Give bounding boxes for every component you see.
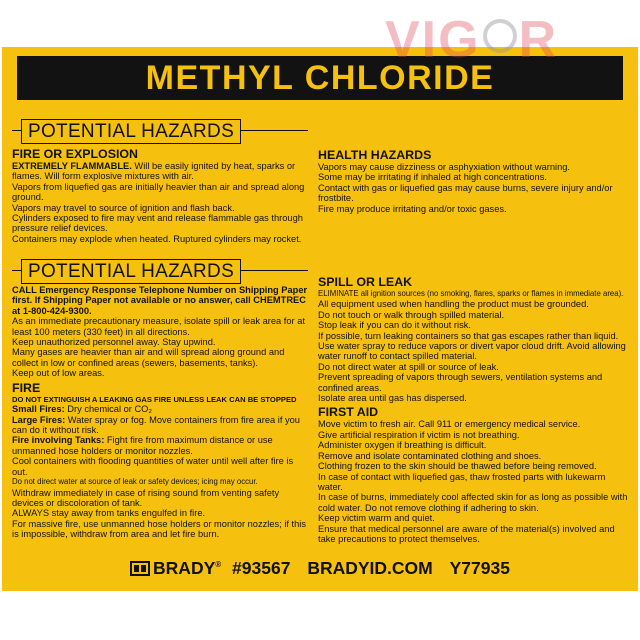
first-aid-line: Remove and isolate contaminated clothing and shoes.	[318, 450, 542, 461]
emergency-call-text: CALL Emergency Response Telephone Number on Shipping Paper first. If Shipping Paper not available or no answer, call CHEMTREC at 1-800-424-9300.	[12, 285, 308, 316]
fire-heading: FIRE	[12, 380, 41, 395]
chip-icon	[483, 19, 517, 53]
emergency-line: Many gases are heavier than air and will spread along ground and collect in low or confined areas (sewers, basements, tanks).	[12, 347, 285, 368]
potential-hazards-header-2	[12, 259, 308, 285]
health-line: Contact with gas or liquefied gas may cause burns, severe injury and/or frostbite.	[318, 182, 613, 204]
hazards-left-column	[12, 119, 308, 244]
potential-hazards-header-1	[12, 119, 308, 145]
vigor-watermark: VIG R	[385, 11, 559, 69]
emergency-line: Keep out of low areas.	[12, 368, 105, 379]
spill-heading: SPILL OR LEAK	[318, 275, 413, 289]
small-fires: Small Fires: Dry chemical or CO₂	[12, 404, 153, 415]
tank-fires: Fire involving Tanks: Fight fire from maximum distance or use unmanned hose holders or monitor nozzles.	[12, 435, 273, 456]
emergency-line: As an immediate precautionary measure, isolate spill or leak area for at least 100 meters (330 feet) in all directions.	[12, 316, 305, 337]
fire-line: Cool containers with flooding quantities of water until well after fire is out.	[12, 456, 294, 477]
spill-line: Prevent spreading of vapors through sewers, ventilation systems and confined areas.	[318, 372, 603, 393]
flammable-statement: EXTREMELY FLAMMABLE. Will be easily ignited by heat, sparks or flames. Will form explosive mixtures with air.	[12, 161, 296, 182]
part-number: #93567	[232, 557, 291, 578]
hazard-line: Containers may explode when heated. Ruptured cylinders may rocket.	[12, 233, 302, 244]
spill-firstaid-column	[318, 273, 628, 544]
spill-line: All equipment used when handling the product must be grounded.	[318, 299, 589, 310]
first-aid-line: Move victim to fresh air. Call 911 or emergency medical service.	[318, 419, 581, 430]
hazard-line: Vapors may travel to source of ignition and flash back.	[12, 202, 235, 213]
fire-line: Withdraw immediately in case of rising sound from venting safety devices or discoloration of tank.	[12, 487, 280, 508]
first-aid-line: Give artificial respiration if victim is not breathing.	[318, 429, 520, 440]
spill-line: If possible, turn leaking containers so that gas escapes rather than liquid.	[318, 330, 619, 341]
health-line: Vapors may cause dizziness or asphyxiation without warning.	[318, 162, 571, 172]
health-line: Some may be irritating if inhaled at high concentrations.	[318, 172, 547, 183]
health-line: Fire may produce irritating and/or toxic gases.	[318, 203, 507, 214]
first-aid-line: Keep victim warm and quiet.	[318, 513, 435, 524]
hazard-line: Cylinders exposed to fire may vent and release flammable gas through pressure relief devices.	[12, 213, 303, 234]
health-hazards-heading: HEALTH HAZARDS	[318, 148, 432, 162]
label-footer	[2, 553, 638, 580]
large-fires: Large Fires: Water spray or fog. Move containers from fire area if you can do it without risk.	[12, 414, 300, 436]
brady-brand: BRADY®	[130, 558, 221, 578]
first-aid-heading: FIRST AID	[318, 405, 379, 420]
first-aid-line: Ensure that medical personnel are aware of the material(s) involved and take precautions to protect themselves.	[318, 523, 615, 544]
website: BRADYID.COM	[307, 557, 433, 578]
potential-hazards-label: POTENTIAL HAZARDS	[21, 259, 241, 284]
potential-hazards-label: POTENTIAL HAZARDS	[21, 119, 241, 144]
fire-line: ALWAYS stay away from tanks engulfed in fire.	[12, 508, 206, 519]
spill-line: Do not direct water at spill or source of leak.	[318, 361, 499, 372]
first-aid-line: In case of contact with liquefied gas, thaw frosted parts with lukewarm water.	[318, 471, 606, 492]
spill-line: Use water spray to reduce vapors or divert vapor cloud drift. Avoid allowing water runoff to contact spilled material.	[318, 341, 626, 362]
fire-line: For massive fire, use unmanned hose holders or monitor nozzles; if this is impossible, withdraw from area and let fire burn.	[12, 518, 307, 540]
spill-line: Isolate area until gas has dispersed.	[318, 393, 467, 404]
spill-line: Stop leak if you can do it without risk.	[318, 320, 471, 331]
fire-explosion-heading: FIRE OR EXPLOSION	[12, 147, 138, 161]
emergency-line: Keep unauthorized personnel away. Stay upwind.	[12, 337, 216, 348]
first-aid-line: In case of burns, immediately cool affected skin for as long as possible with cold water. Do not remove clothing if adhering to skin.	[318, 492, 628, 513]
hazards-right-column	[318, 146, 628, 214]
first-aid-line: Administer oxygen if breathing is difficult.	[318, 440, 487, 451]
product-code: Y77935	[449, 557, 510, 578]
first-aid-line: Clothing frozen to the skin should be thawed before being removed.	[318, 461, 597, 472]
spill-eliminate: ELIMINATE all ignition sources (no smoking, flares, sparks or flames in immediate area).	[318, 289, 624, 298]
fire-warning: DO NOT EXTINGUISH A LEAKING GAS FIRE UNLESS LEAK CAN BE STOPPED	[12, 394, 297, 404]
safety-label	[2, 47, 638, 591]
emergency-column	[12, 259, 308, 540]
chemical-name: METHYL CHLORIDE	[145, 59, 495, 97]
hazard-line: Vapors from liquefied gas are initially heavier than air and spread along ground.	[12, 181, 305, 203]
spill-line: Do not touch or walk through spilled material.	[318, 309, 505, 320]
fire-line: Do not direct water at source of leak or safety devices; icing may occur.	[12, 477, 258, 487]
brady-logo-icon	[130, 561, 150, 576]
